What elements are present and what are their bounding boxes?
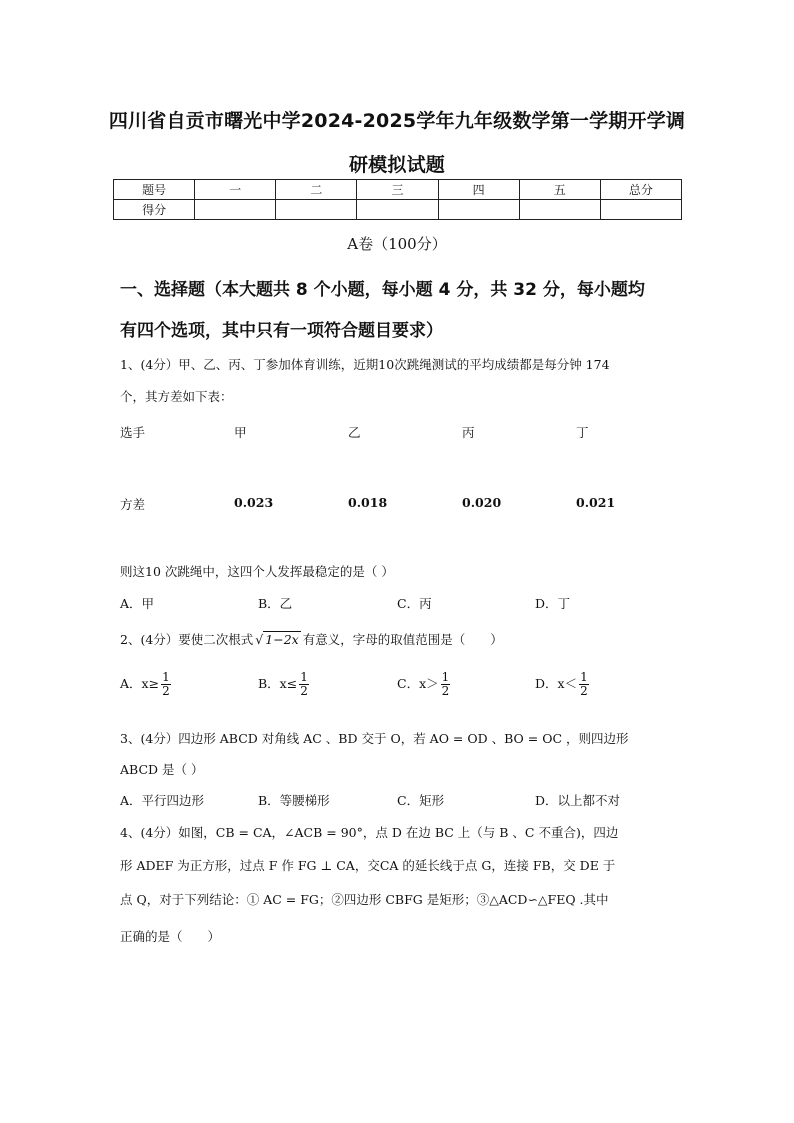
q2-option-d[interactable] <box>535 671 589 698</box>
q1-table-cell: 选手 <box>120 425 146 440</box>
q4-line-4: 正确的是（ ） <box>120 929 221 944</box>
q2-option-label: D．x＜ <box>535 676 578 691</box>
score-table-cell: 一 <box>195 180 276 200</box>
sqrt-icon: √ 1−2x <box>255 632 299 647</box>
q1-table-cell: 0.018 <box>348 495 388 510</box>
q1-table-cell: 丙 <box>462 425 475 440</box>
score-table-cell: 五 <box>519 180 600 200</box>
score-table-cell: 总分 <box>600 180 681 200</box>
q2-suffix: 有意义，字母的取值范围是（ ） <box>302 632 503 647</box>
score-input-cell[interactable] <box>276 200 357 220</box>
q3-option-b[interactable]: B．等腰梯形 <box>258 793 330 808</box>
q1-table-cell: 0.020 <box>462 495 502 510</box>
fraction-denominator: 2 <box>162 684 170 698</box>
fraction-denominator: 2 <box>580 684 588 698</box>
q2-option-a[interactable] <box>120 671 171 698</box>
q2-option-c[interactable] <box>397 671 450 698</box>
fraction <box>579 671 589 698</box>
q2-stem <box>120 630 685 648</box>
score-input-cell[interactable] <box>600 200 681 220</box>
score-input-cell[interactable] <box>438 200 519 220</box>
q1-table-cell: 甲 <box>234 425 247 440</box>
q4-line-3: 点 Q，对于下列结论：① AC = FG；②四边形 CBFG 是矩形；③△ACD∽△FEQ .其中 <box>120 892 609 907</box>
score-table-header-row <box>114 180 682 200</box>
fraction-numerator: 1 <box>580 670 588 684</box>
score-table-score-row <box>114 200 682 220</box>
fraction <box>161 671 171 698</box>
part1-heading-line-1: 一、选择题（本大题共 8 个小题，每小题 4 分，共 32 分，每小题均 <box>120 280 645 300</box>
q1-table-cell: 0.021 <box>576 495 616 510</box>
score-input-cell[interactable] <box>357 200 438 220</box>
q2-option-label: A．x≥ <box>120 676 160 691</box>
part1-heading-line-2: 有四个选项，其中只有一项符合题目要求） <box>120 321 443 341</box>
fraction-denominator: 2 <box>441 684 450 698</box>
q2-prefix: 2、(4分）要使二次根式 <box>120 632 254 647</box>
title-line-2: 研模拟试题 <box>348 154 445 176</box>
score-table-cell: 得分 <box>114 200 195 220</box>
fraction-numerator: 1 <box>441 670 450 684</box>
q1-table-cell: 0.023 <box>234 495 274 510</box>
score-input-cell[interactable] <box>195 200 276 220</box>
q1-option-a[interactable]: A．甲 <box>120 596 155 611</box>
q4-line-1: 4、(4分）如图，CB = CA，∠ACB = 90°，点 D 在边 BC 上（与 B 、C 不重合)，四边 <box>120 825 619 840</box>
q1-table-cell: 丁 <box>576 425 589 440</box>
q2-option-b[interactable] <box>258 671 309 698</box>
q3-option-a[interactable]: A．平行四边形 <box>120 793 205 808</box>
score-table-cell: 四 <box>438 180 519 200</box>
fraction-numerator: 1 <box>162 670 170 684</box>
score-input-cell[interactable] <box>519 200 600 220</box>
q1-table-cell: 乙 <box>348 425 361 440</box>
q4-line-2: 形 ADEF 为正方形，过点 F 作 FG ⊥ CA，交CA 的延长线于点 G，连接 FB，交 DE 于 <box>120 858 616 873</box>
q2-radicand: 1−2x <box>265 632 299 647</box>
section-a-title: A卷（100分） <box>347 235 447 253</box>
q3-option-c[interactable]: C．矩形 <box>397 793 445 808</box>
q3-line-1: 3、(4分）四边形 ABCD 对角线 AC 、BD 交于 O，若 AO = OD 、BO = OC ，则四边形 <box>120 731 629 746</box>
score-table <box>113 179 682 220</box>
q1-option-d[interactable]: D．丁 <box>535 596 571 611</box>
title-line-1: 四川省自贡市曙光中学2024-2025学年九年级数学第一学期开学调 <box>108 110 686 132</box>
q2-option-label: C．x＞ <box>397 676 439 691</box>
score-table-cell: 三 <box>357 180 438 200</box>
score-table-cell: 题号 <box>114 180 195 200</box>
score-table-cell: 二 <box>276 180 357 200</box>
q1-table-cell: 方差 <box>120 497 146 512</box>
q1-option-b[interactable]: B．乙 <box>258 596 293 611</box>
q1-option-c[interactable]: C．丙 <box>397 596 432 611</box>
fraction-numerator: 1 <box>300 670 308 684</box>
fraction <box>299 671 309 698</box>
fraction-denominator: 2 <box>300 684 308 698</box>
q1-line-2: 个，其方差如下表： <box>120 389 233 404</box>
q3-option-d[interactable]: D．以上都不对 <box>535 793 621 808</box>
q2-option-label: B．x≤ <box>258 676 298 691</box>
q1-question: 则这10 次跳绳中，这四个人发挥最稳定的是（ ） <box>120 564 394 579</box>
fraction <box>441 671 451 698</box>
q1-line-1: 1、(4分）甲、乙、丙、丁参加体育训练，近期10次跳绳测试的平均成绩都是每分钟 174 <box>120 357 610 372</box>
q3-line-2: ABCD 是（ ） <box>120 762 204 777</box>
